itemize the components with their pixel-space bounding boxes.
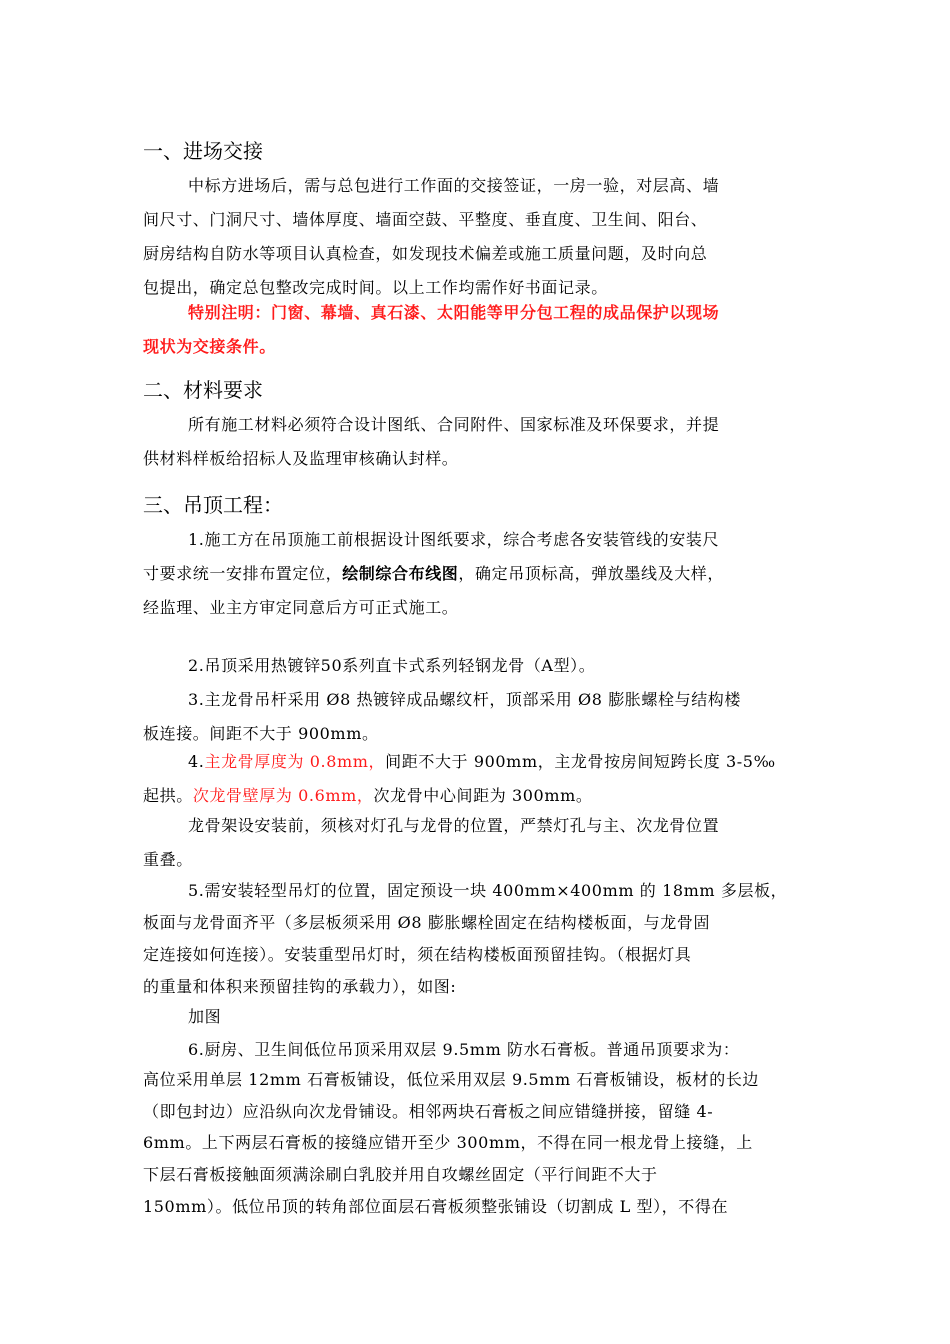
special-note-line: 现状为交接条件。 <box>143 337 276 356</box>
text-run: 寸要求统一安排布置定位， <box>143 564 343 583</box>
text-run: 4. <box>188 752 205 771</box>
emphasis-text: 绘制综合布线图 <box>342 564 459 583</box>
paragraph-line: 间尺寸、门洞尺寸、墙体厚度、墙面空鼓、平整度、垂直度、卫生间、阳台、 <box>143 210 708 229</box>
paragraph-line <box>143 563 724 585</box>
paragraph-line: 高位采用单层 12mm 石膏板铺设，低位采用双层 9.5mm 石膏板铺设，板材的长边 <box>143 1070 760 1089</box>
paragraph-line: 5.需安装轻型吊灯的位置，固定预设一块 400mm×400mm 的 18mm 多层板， <box>188 881 788 900</box>
paragraph-line: 中标方进场后，需与总包进行工作面的交接签证，一房一验，对层高、墙 <box>188 176 720 195</box>
section-3-heading: 三、吊顶工程： <box>143 493 283 517</box>
paragraph-line: 3.主龙骨吊杆采用 Ø8 热镀锌成品螺纹杆，顶部采用 Ø8 膨胀螺栓与结构楼 <box>188 690 742 709</box>
paragraph-line: 供材料样板给招标人及监理审核确认封样。 <box>143 449 459 468</box>
text-run: 次龙骨中心间距为 300mm。 <box>373 786 593 805</box>
text-run: ，确定吊顶标高，弹放墨线及大样， <box>458 564 725 583</box>
paragraph-line: 所有施工材料必须符合设计图纸、合同附件、国家标准及环保要求，并提 <box>188 415 720 434</box>
paragraph-line: 加图 <box>188 1007 222 1026</box>
paragraph-line: 的重量和体积来预留挂钩的承载力），如图: <box>143 977 457 996</box>
text-run: 间距不大于 900mm，主龙骨按房间短跨长度 3-5‰ <box>385 752 776 771</box>
paragraph-line: （即包封边）应沿纵向次龙骨铺设。相邻两块石膏板之间应错缝拼接，留缝 4- <box>143 1102 714 1121</box>
paragraph-line: 下层石膏板接触面须满涂刷白乳胶并用自攻螺丝固定（平行间距不大于 <box>143 1165 658 1184</box>
highlight-text: 次龙骨壁厚为 0.6mm， <box>192 786 374 805</box>
section-2-heading: 二、材料要求 <box>143 378 263 402</box>
paragraph-line: 厨房结构自防水等项目认真检查，如发现技术偏差或施工质量问题，及时向总 <box>143 244 708 263</box>
paragraph-line: 150mm）。低位吊顶的转角部位面层石膏板须整张铺设（切割成 L 型），不得在 <box>143 1197 729 1216</box>
special-note-line: 特别注明：门窗、幕墙、真石漆、太阳能等甲分包工程的成品保护以现场 <box>188 303 720 322</box>
paragraph-line: 定连接如何连接）。安装重型吊灯时，须在结构楼板面预留挂钩。（根据灯具 <box>143 945 692 964</box>
section-1-heading: 一、进场交接 <box>143 139 263 163</box>
paragraph-line: 1.施工方在吊顶施工前根据设计图纸要求，综合考虑各安装管线的安装尺 <box>188 530 720 549</box>
paragraph-line: 龙骨架设安装前，须核对灯孔与龙骨的位置，严禁灯孔与主、次龙骨位置 <box>188 816 720 835</box>
paragraph-line: 板面与龙骨面齐平（多层板须采用 Ø8 膨胀螺栓固定在结构楼板面，与龙骨固 <box>143 913 711 932</box>
paragraph-line <box>188 751 776 773</box>
paragraph-line: 包提出，确定总包整改完成时间。以上工作均需作好书面记录。 <box>143 278 608 297</box>
paragraph-line: 板连接。间距不大于 900mm。 <box>143 724 379 743</box>
text-run: 起拱。 <box>143 786 193 805</box>
highlight-text: 主龙骨厚度为 0.8mm， <box>204 752 386 771</box>
paragraph-line: 2.吊顶采用热镀锌50系列直卡式系列轻钢龙骨（A型）。 <box>188 656 596 675</box>
paragraph-line <box>143 785 592 807</box>
paragraph-line: 6mm。上下两层石膏板的接缝应错开至少 300mm，不得在同一根龙骨上接缝，上 <box>143 1133 753 1152</box>
paragraph-line: 经监理、业主方审定同意后方可正式施工。 <box>143 598 459 617</box>
paragraph-line: 重叠。 <box>143 850 193 869</box>
paragraph-line: 6.厨房、卫生间低位吊顶采用双层 9.5mm 防水石膏板。普通吊顶要求为： <box>188 1040 740 1059</box>
